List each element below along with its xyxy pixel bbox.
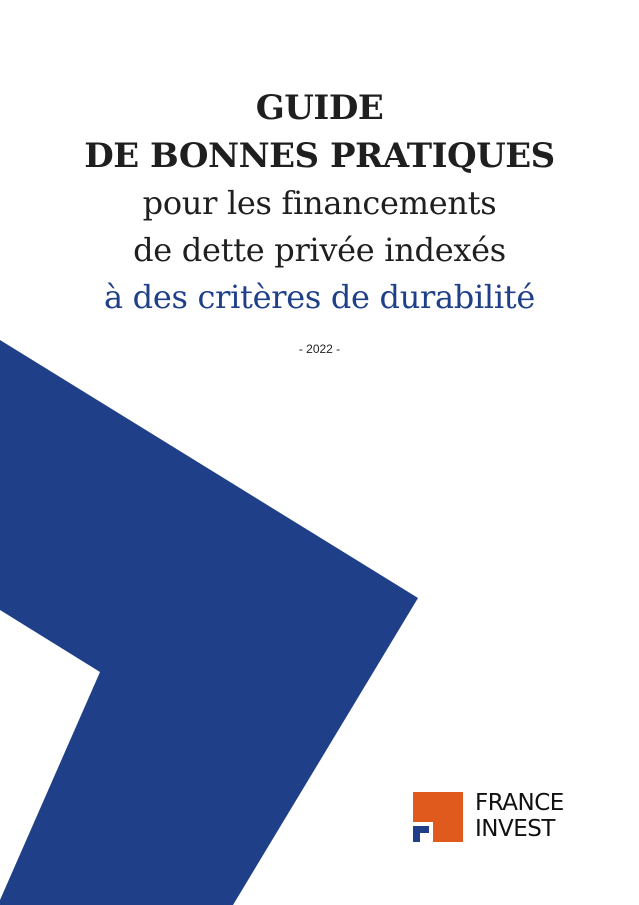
title-line-financements: pour les financements (142, 184, 497, 222)
title-line-durabilite: à des critères de durabilité (104, 278, 535, 316)
title-line-bonnes-pratiques: DE BONNES PRATIQUES (84, 136, 555, 176)
logo-wordmark (475, 790, 564, 842)
france-invest-logo (413, 790, 603, 846)
title-line-dette-privee: de dette privée indexés (133, 231, 506, 269)
guide-title (0, 84, 639, 321)
publication-year: - 2022 - (298, 342, 341, 356)
title-line-guide: GUIDE (255, 88, 384, 128)
logo-word-france: FRANCE (475, 790, 564, 816)
logo-word-invest: INVEST (475, 816, 555, 842)
orange-corner-square-logo (413, 792, 463, 842)
